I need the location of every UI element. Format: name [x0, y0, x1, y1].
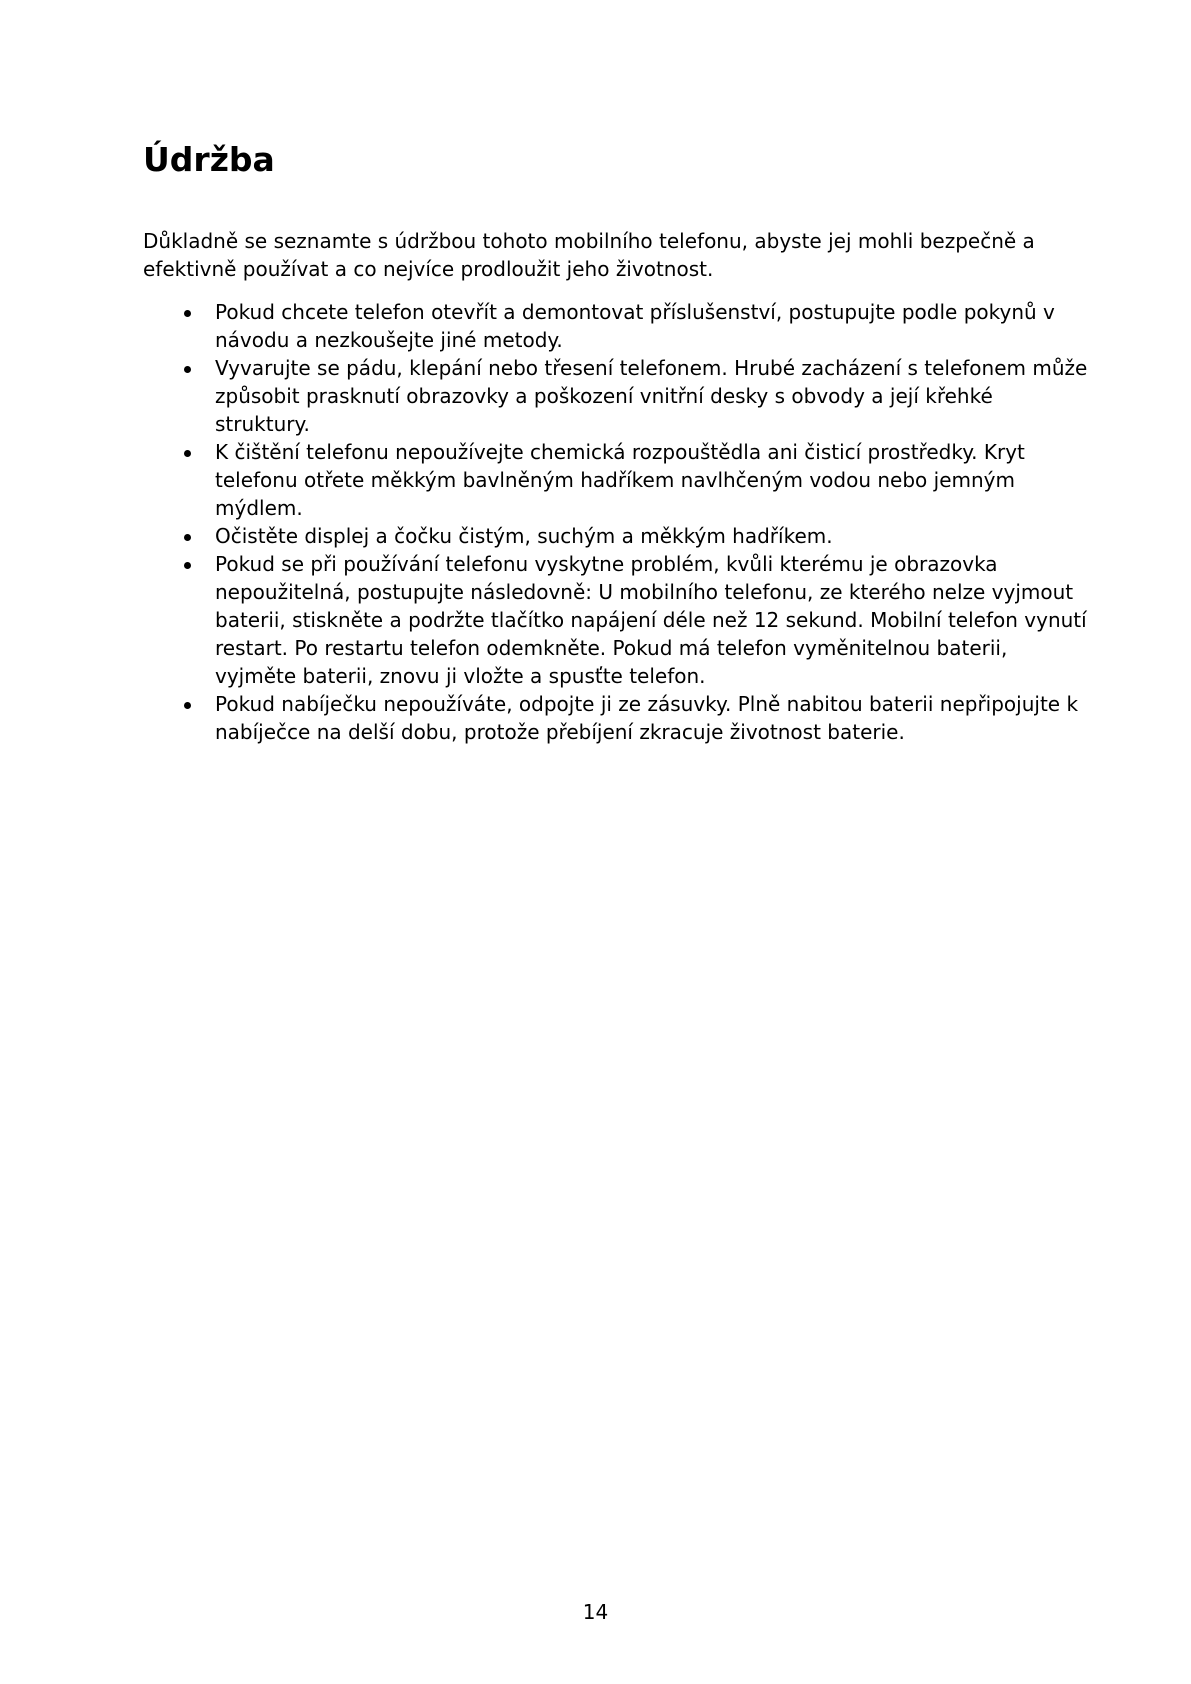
bullet-icon: [184, 534, 191, 541]
list-item: [143, 438, 1093, 522]
bullet-icon: [184, 366, 191, 373]
page-number: 14: [582, 1600, 609, 1624]
intro-paragraph: Důkladně se seznamte s údržbou tohoto mobilního telefonu, abyste jej mohli bezpečně a efektivně používat a co nejvíce prodloužit jeho životnost.: [143, 229, 1035, 281]
list-item-text: Pokud chcete telefon otevřít a demontovat příslušenství, postupujte podle pokynů v návodu a nezkoušejte jiné metody.: [215, 300, 1055, 352]
list-item: [143, 522, 1093, 550]
list-item: [143, 298, 1093, 354]
bullet-icon: [184, 562, 191, 569]
list-item-text: Vyvarujte se pádu, klepání nebo třesení telefonem. Hrubé zacházení s telefonem může způsobit prasknutí obrazovky a poškození vnitřní desky s obvody a její křehké struktury.: [215, 356, 1088, 436]
list-item-text: Pokud se při používání telefonu vyskytne problém, kvůli kterému je obrazovka nepoužitelná, postupujte následovně: U mobilního telefonu, ze kterého nelze vyjmout baterii, stiskněte a podržte tlačítko napájení déle než 12 sekund. Mobilní telefon vynutí restart. Po restartu telefon odemkněte. Pokud má telefon vyměnitelnou baterii, vyjměte baterii, znovu ji vložte a spusťte telefon.: [215, 552, 1087, 688]
maintenance-list: [143, 298, 1093, 746]
list-item-text: Pokud nabíječku nepoužíváte, odpojte ji ze zásuvky. Plně nabitou baterii nepřipojujte k nabíječce na delší dobu, protože přebíjení zkracuje životnost baterie.: [215, 692, 1079, 744]
list-item: [143, 550, 1093, 690]
bullet-icon: [184, 310, 191, 317]
list-item-text: K čištění telefonu nepoužívejte chemická rozpouštědla ani čisticí prostředky. Kryt telefonu otřete měkkým bavlněným hadříkem navlhčeným vodou nebo jemným mýdlem.: [215, 440, 1025, 520]
page-title: Údržba: [143, 140, 275, 179]
list-item: [143, 690, 1093, 746]
bullet-icon: [184, 450, 191, 457]
list-item: [143, 354, 1093, 438]
list-item-text: Očistěte displej a čočku čistým, suchým a měkkým hadříkem.: [215, 524, 833, 548]
bullet-icon: [184, 702, 191, 709]
